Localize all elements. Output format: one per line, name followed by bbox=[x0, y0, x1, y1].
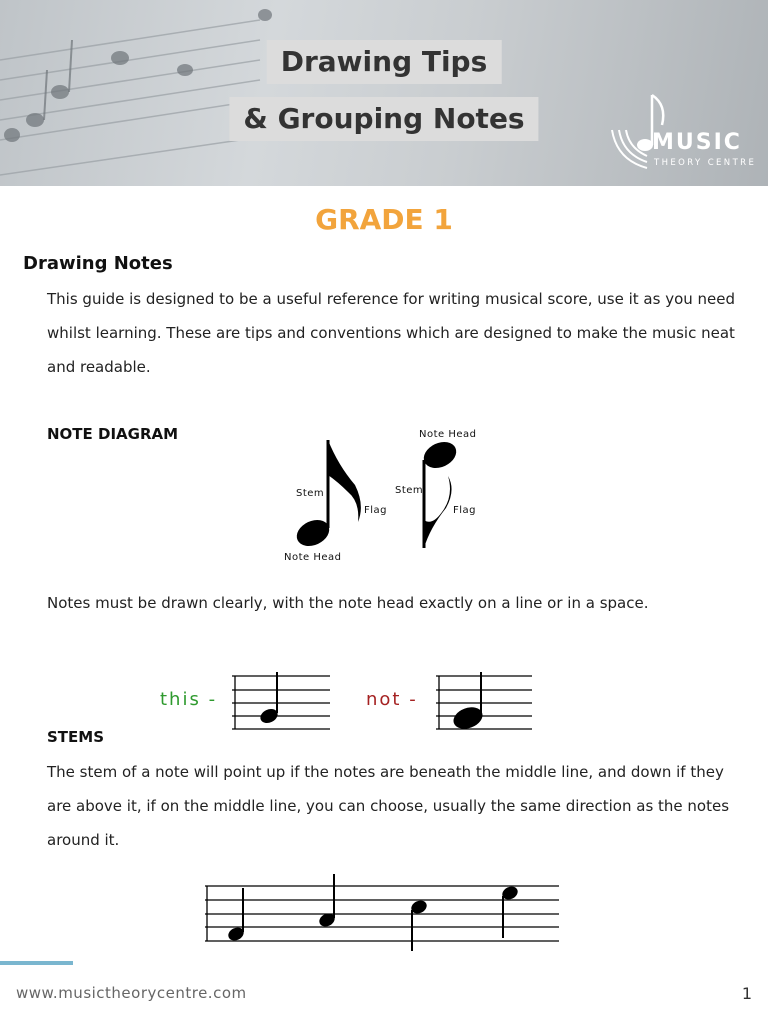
bad-example-label: not - bbox=[366, 689, 418, 710]
section-title: Drawing Notes bbox=[23, 253, 173, 274]
footer-url[interactable]: www.musictheorycentre.com bbox=[16, 984, 247, 1002]
label-notehead-down: Note Head bbox=[419, 429, 477, 440]
label-stem-up: Stem bbox=[296, 488, 325, 499]
footer-accent-bar bbox=[0, 961, 73, 965]
note-diagram-heading: NOTE DIAGRAM bbox=[47, 425, 179, 443]
logo-subtitle: THEORY CENTRE bbox=[654, 158, 757, 168]
grade-heading: GRADE 1 bbox=[315, 203, 453, 236]
logo-wordmark: MUSIC bbox=[652, 130, 742, 155]
good-example-staff bbox=[232, 670, 332, 732]
intro-paragraph: This guide is designed to be a useful reference for writing musical score, use it as you need whilst learning. These are tips and conventions which are designed to make the music neat and readable. bbox=[47, 290, 736, 376]
stems-example-staff bbox=[205, 868, 561, 953]
eighth-note-stem-down-icon bbox=[420, 437, 461, 548]
page-number: 1 bbox=[741, 984, 752, 1003]
header-banner bbox=[0, 0, 768, 186]
label-flag-down: Flag bbox=[453, 505, 477, 516]
stems-paragraph: The stem of a note will point up if the notes are beneath the middle line, and down if they are above it, if on the middle line, you can choose, usually the same direction as the notes around it. bbox=[47, 763, 730, 849]
bad-example-staff bbox=[436, 670, 536, 732]
clarity-paragraph: Notes must be drawn clearly, with the note head exactly on a line or in a space. bbox=[47, 594, 649, 612]
label-notehead-up: Note Head bbox=[284, 552, 342, 563]
label-flag-up: Flag bbox=[364, 505, 388, 516]
label-stem-down: Stem bbox=[395, 485, 424, 496]
good-example-label: this - bbox=[160, 689, 218, 710]
page-title-line-2: & Grouping Notes bbox=[229, 97, 538, 141]
stems-heading: STEMS bbox=[47, 728, 105, 746]
page-title-line-1: Drawing Tips bbox=[267, 40, 502, 84]
